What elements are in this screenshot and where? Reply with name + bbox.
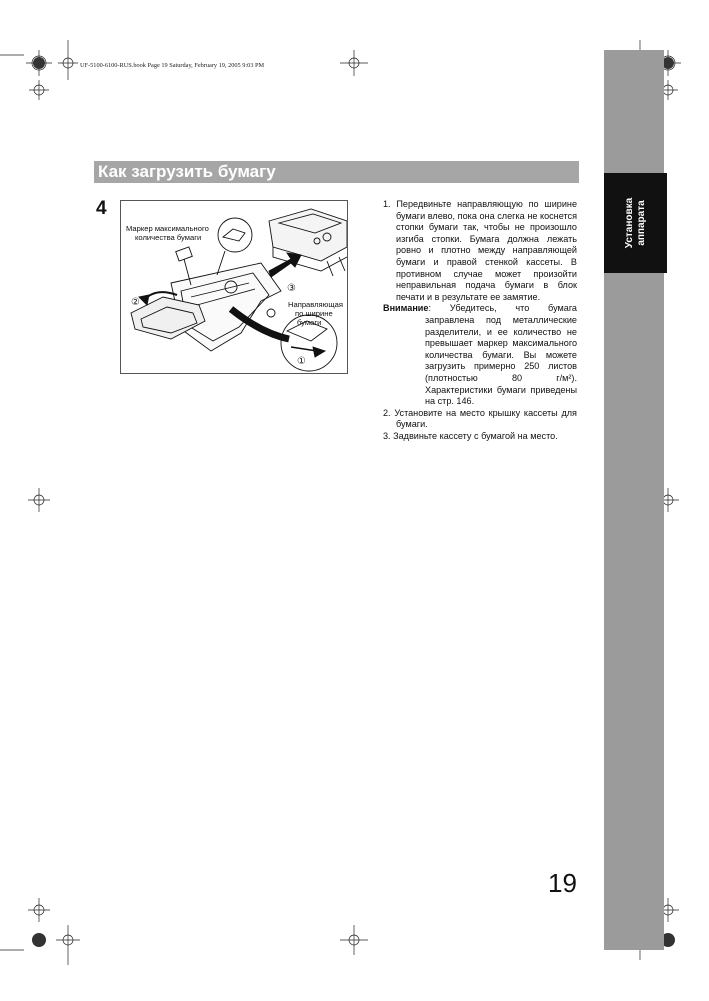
attention-text: : Убедитесь, что бумага заправлена под металлические разделители, и ее количество не превышает маркер максимального количества бумаги. Вы можете загрузить примерно 250 листов (плотностью 80 г/м²). Характеристики бумаги приведены на стр. 146. (425, 303, 577, 407)
figure-callout-1: ① (297, 356, 306, 367)
figure-label-guide-1: Направляющая (288, 300, 343, 309)
paper-loading-figure (120, 200, 348, 374)
figure-callout-3: ③ (287, 283, 296, 294)
instruction-item-2: 2. Установите на место крышку кассеты для бумаги. (383, 407, 577, 430)
section-title-bar (94, 161, 579, 183)
instruction-item-3: 3. Задвиньте кассету с бумагой на место. (383, 430, 558, 441)
attention-note (383, 303, 577, 407)
figure-callout-2: ② (131, 297, 140, 308)
instruction-item-1: 1. Передвиньте направляющую по ширине бумаги влево, пока она слегка не коснется стопки бумаги так, чтобы не произошло изгиба стопки. Бумага должна лежать ровно и плотно между направляющей бумаги и правой стенкой кассеты. В противном случае может произойти неправильная подача бумаги в блок печати и в результате ее замятие. (383, 199, 577, 302)
section-tab-line1: Установка (623, 197, 635, 249)
cassette-illustration (121, 201, 348, 374)
figure-label-marker-2: количества бумаги (135, 233, 202, 242)
instructions-column (383, 199, 577, 442)
section-tab-line2: аппарата (635, 200, 647, 246)
figure-label-guide-3: бумаги (297, 318, 322, 327)
section-title: Как загрузить бумагу (98, 162, 276, 181)
attention-label: Внимание (383, 303, 429, 314)
figure-label-guide-2: по ширине (295, 309, 333, 318)
file-header: UF-5100-6100-RUS.book Page 19 Saturday, February 19, 2005 9:03 PM (80, 62, 265, 69)
step-number: 4 (96, 198, 107, 219)
page-number: 19 (548, 868, 577, 898)
section-tab-label (604, 173, 667, 273)
figure-label-marker-1: Маркер максимального (126, 224, 209, 233)
